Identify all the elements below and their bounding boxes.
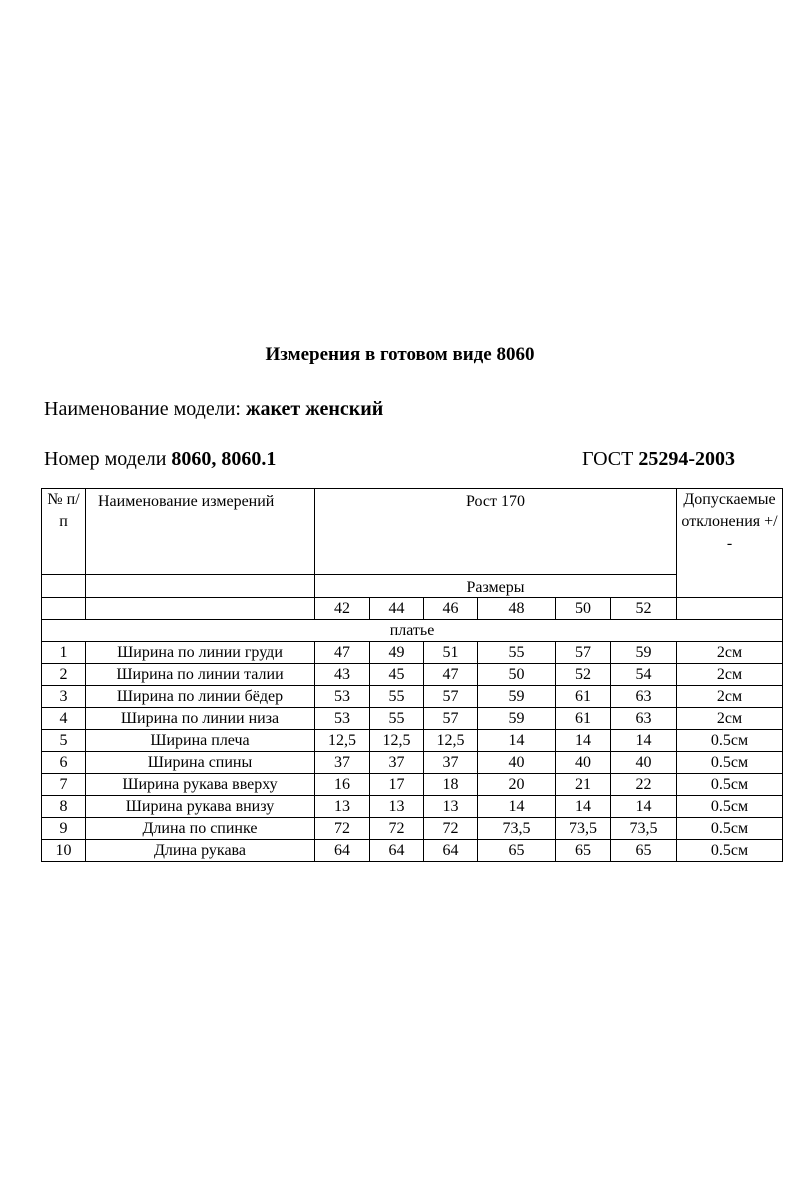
size-label: 48 — [478, 598, 556, 620]
sizes-header: Размеры — [315, 575, 677, 598]
tolerance-value: 2см — [677, 664, 783, 686]
measurement-value: 65 — [478, 840, 556, 862]
model-name-line — [44, 398, 383, 421]
measurement-value: 73,5 — [478, 818, 556, 840]
measurement-value: 53 — [315, 708, 370, 730]
measurement-value: 37 — [315, 752, 370, 774]
model-number-label: Номер модели — [44, 448, 167, 470]
table-row — [42, 774, 783, 796]
model-number-line — [44, 448, 276, 471]
row-number: 6 — [42, 752, 86, 774]
measurement-name: Ширина рукава внизу — [86, 796, 315, 818]
measurement-value: 72 — [315, 818, 370, 840]
measurement-value: 13 — [315, 796, 370, 818]
measurement-value: 53 — [315, 686, 370, 708]
empty-cell — [42, 598, 86, 620]
model-name-label: Наименование модели: — [44, 398, 241, 420]
table-row — [42, 796, 783, 818]
measurement-value: 14 — [611, 796, 677, 818]
table-row — [42, 818, 783, 840]
gost-line — [582, 448, 735, 471]
measurement-value: 55 — [370, 708, 424, 730]
measurement-value: 45 — [370, 664, 424, 686]
measurement-name: Ширина по линии талии — [86, 664, 315, 686]
empty-cell — [42, 575, 86, 598]
tolerance-value: 0.5см — [677, 840, 783, 862]
document-title: Измерения в готовом виде 8060 — [265, 344, 535, 365]
tolerance-value: 2см — [677, 686, 783, 708]
measurement-name: Ширина по линии бёдер — [86, 686, 315, 708]
measurement-value: 40 — [611, 752, 677, 774]
measurement-value: 59 — [611, 642, 677, 664]
measurement-value: 51 — [424, 642, 478, 664]
measurement-value: 40 — [478, 752, 556, 774]
measurement-value: 14 — [556, 730, 611, 752]
tolerance-value: 0.5см — [677, 774, 783, 796]
size-label: 50 — [556, 598, 611, 620]
measurement-name: Ширина по линии низа — [86, 708, 315, 730]
col-name-header: Наименование измерений — [86, 489, 315, 575]
measurement-value: 14 — [611, 730, 677, 752]
measurement-value: 73,5 — [611, 818, 677, 840]
tolerance-value: 0.5см — [677, 796, 783, 818]
row-number: 1 — [42, 642, 86, 664]
table-row — [42, 686, 783, 708]
table-row — [42, 708, 783, 730]
measurement-value: 59 — [478, 686, 556, 708]
measurement-value: 61 — [556, 686, 611, 708]
measurement-value: 12,5 — [315, 730, 370, 752]
row-number: 8 — [42, 796, 86, 818]
tolerance-value: 0.5см — [677, 752, 783, 774]
measurement-value: 72 — [424, 818, 478, 840]
measurement-value: 61 — [556, 708, 611, 730]
measurement-value: 16 — [315, 774, 370, 796]
row-number: 5 — [42, 730, 86, 752]
measurement-value: 47 — [315, 642, 370, 664]
measurement-name: Ширина рукава вверху — [86, 774, 315, 796]
measurement-value: 40 — [556, 752, 611, 774]
model-name-value: жакет женский — [245, 398, 384, 420]
measurement-name: Длина рукава — [86, 840, 315, 862]
gost-label: ГОСТ — [582, 448, 634, 470]
measurement-value: 43 — [315, 664, 370, 686]
measurement-name: Ширина по линии груди — [86, 642, 315, 664]
measurement-value: 64 — [370, 840, 424, 862]
measurement-value: 12,5 — [370, 730, 424, 752]
measurement-name: Длина по спинке — [86, 818, 315, 840]
measurement-value: 14 — [478, 796, 556, 818]
measurement-value: 55 — [478, 642, 556, 664]
measurement-value: 47 — [424, 664, 478, 686]
size-label: 52 — [611, 598, 677, 620]
measurement-value: 63 — [611, 686, 677, 708]
col-num-header: № п/п — [42, 489, 86, 575]
empty-cell — [86, 598, 315, 620]
size-label: 44 — [370, 598, 424, 620]
size-label: 46 — [424, 598, 478, 620]
measurement-value: 72 — [370, 818, 424, 840]
measurement-value: 49 — [370, 642, 424, 664]
tolerance-value: 2см — [677, 642, 783, 664]
measurements-table — [41, 488, 783, 862]
measurement-value: 12,5 — [424, 730, 478, 752]
measurement-value: 57 — [556, 642, 611, 664]
measurement-value: 55 — [370, 686, 424, 708]
row-number: 10 — [42, 840, 86, 862]
height-header: Рост 170 — [315, 489, 677, 575]
table-row — [42, 840, 783, 862]
row-number: 2 — [42, 664, 86, 686]
tolerance-header: Допускаемые отклонения +/- — [677, 489, 783, 598]
measurement-value: 21 — [556, 774, 611, 796]
empty-cell — [86, 575, 315, 598]
gost-value: 25294-2003 — [638, 448, 735, 470]
measurement-value: 65 — [556, 840, 611, 862]
measurement-value: 13 — [424, 796, 478, 818]
measurement-name: Ширина спины — [86, 752, 315, 774]
measurement-value: 37 — [370, 752, 424, 774]
measurement-value: 22 — [611, 774, 677, 796]
size-label: 42 — [315, 598, 370, 620]
measurement-value: 14 — [556, 796, 611, 818]
model-number-value: 8060, 8060.1 — [171, 448, 277, 470]
table-row — [42, 642, 783, 664]
empty-cell — [677, 598, 783, 620]
measurement-value: 50 — [478, 664, 556, 686]
measurement-value: 63 — [611, 708, 677, 730]
row-number: 3 — [42, 686, 86, 708]
table-row — [42, 664, 783, 686]
measurement-value: 64 — [315, 840, 370, 862]
measurement-value: 57 — [424, 708, 478, 730]
tolerance-value: 2см — [677, 708, 783, 730]
table-row — [42, 752, 783, 774]
row-number: 4 — [42, 708, 86, 730]
section-label: платье — [42, 620, 783, 642]
measurement-value: 17 — [370, 774, 424, 796]
measurement-value: 13 — [370, 796, 424, 818]
row-number: 9 — [42, 818, 86, 840]
tolerance-value: 0.5см — [677, 730, 783, 752]
tolerance-value: 0.5см — [677, 818, 783, 840]
table-row — [42, 730, 783, 752]
measurement-value: 73,5 — [556, 818, 611, 840]
row-number: 7 — [42, 774, 86, 796]
measurement-value: 65 — [611, 840, 677, 862]
measurement-value: 52 — [556, 664, 611, 686]
measurement-value: 57 — [424, 686, 478, 708]
measurement-value: 37 — [424, 752, 478, 774]
measurement-name: Ширина плеча — [86, 730, 315, 752]
measurement-value: 54 — [611, 664, 677, 686]
measurement-value: 64 — [424, 840, 478, 862]
measurement-value: 18 — [424, 774, 478, 796]
measurement-value: 14 — [478, 730, 556, 752]
measurement-value: 20 — [478, 774, 556, 796]
measurement-value: 59 — [478, 708, 556, 730]
